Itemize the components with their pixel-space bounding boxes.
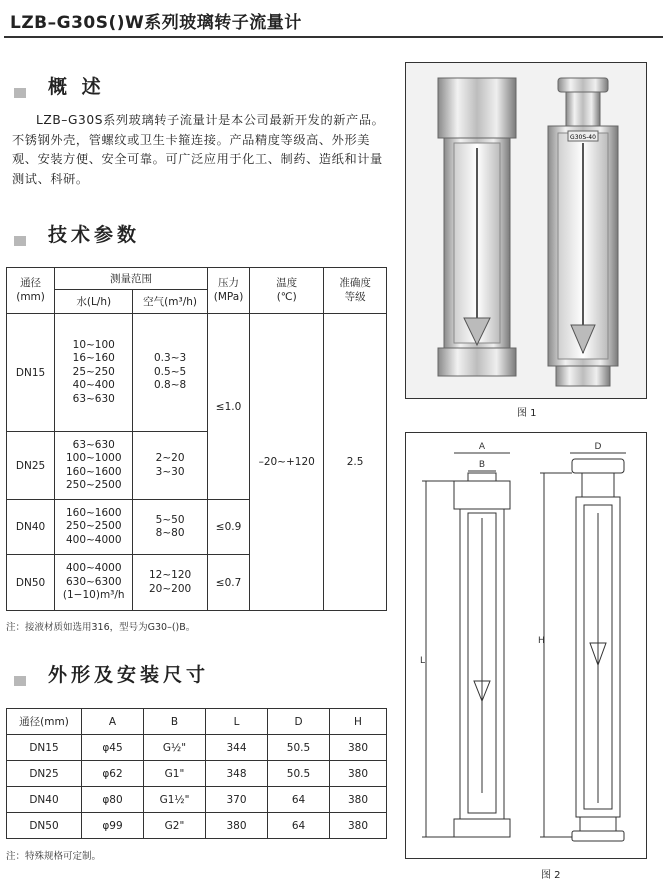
row-air: 5~50 8~80 [133, 500, 207, 555]
row-dn: DN15 [7, 314, 55, 432]
section-marker [14, 236, 26, 246]
header-air: 空气(m³/h) [133, 290, 207, 314]
dim-cell: 380 [330, 813, 387, 839]
row-dn: DN25 [7, 432, 55, 500]
label-a: A [478, 442, 486, 452]
label-b: B [478, 460, 486, 470]
dim-cell: DN15 [7, 735, 82, 761]
specs-table [6, 267, 387, 611]
dim-cell: DN50 [7, 813, 82, 839]
section-specs-title: 技术参数 [48, 224, 141, 246]
table-row [7, 314, 387, 432]
dim-cell: 50.5 [268, 735, 330, 761]
dim-header: H [330, 709, 387, 735]
header-diameter: 通径 (mm) [7, 268, 55, 314]
dim-header: 通径(mm) [7, 709, 82, 735]
dim-cell: 380 [330, 787, 387, 813]
row-water: 10~100 16~160 25~250 40~400 63~630 [55, 314, 133, 432]
dim-cell: φ99 [82, 813, 144, 839]
dim-header: L [206, 709, 268, 735]
dim-cell: DN25 [7, 761, 82, 787]
section-overview-title: 概 述 [48, 76, 105, 98]
section-dimensions-title: 外形及安装尺寸 [48, 664, 210, 686]
figure-2-caption: 图 2 [541, 870, 561, 881]
header-water: 水(L/h) [55, 290, 133, 314]
dim-header: A [82, 709, 144, 735]
dim-cell: 64 [268, 813, 330, 839]
dim-cell: 64 [268, 787, 330, 813]
table-row [7, 813, 387, 839]
row-water: 160~1600 250~2500 400~4000 [55, 500, 133, 555]
page-title: LZB–G30S()W系列玻璃转子流量计 [10, 13, 302, 33]
dim-cell: φ80 [82, 787, 144, 813]
figure-2-frame [405, 432, 647, 859]
dim-cell: G½" [144, 735, 206, 761]
dim-cell: G1" [144, 761, 206, 787]
label-l: L [420, 656, 426, 666]
row-air: 2~20 3~30 [133, 432, 207, 500]
dim-cell: 380 [330, 735, 387, 761]
table-row [7, 735, 387, 761]
figure-1-caption: 图 1 [517, 408, 537, 419]
dimensions-note: 注：特殊规格可定制。 [6, 851, 102, 862]
dim-cell: 380 [330, 761, 387, 787]
label-h: H [538, 636, 545, 646]
accuracy-value: 2.5 [324, 314, 387, 611]
dim-header: D [268, 709, 330, 735]
dim-cell: 50.5 [268, 761, 330, 787]
flowmeter-photo [406, 63, 646, 398]
table-row [7, 787, 387, 813]
dimension-drawing [406, 433, 646, 858]
header-accuracy: 准确度 等级 [324, 268, 387, 314]
dim-cell: 344 [206, 735, 268, 761]
row-water: 63~630 100~1000 160~1600 250~2500 [55, 432, 133, 500]
label-d: D [594, 442, 602, 452]
section-marker [14, 676, 26, 686]
dimensions-table [6, 708, 387, 839]
figure-1-frame [405, 62, 647, 399]
header-temperature: 温度 (℃) [250, 268, 324, 314]
header-pressure: 压力 (MPa) [207, 268, 249, 314]
dim-cell: φ45 [82, 735, 144, 761]
title-bar [4, 4, 663, 38]
pressure-value-3: ≤0.7 [207, 555, 249, 611]
pressure-value-2: ≤0.9 [207, 500, 249, 555]
row-air: 12~120 20~200 [133, 555, 207, 611]
table-row [7, 761, 387, 787]
specs-note: 注：接液材质如选用316，型号为G30–()B。 [6, 622, 196, 633]
row-air: 0.3~3 0.5~5 0.8~8 [133, 314, 207, 432]
dim-cell: 348 [206, 761, 268, 787]
dim-cell: 380 [206, 813, 268, 839]
overview-paragraph: LZB–G30S系列玻璃转子流量计是本公司最新开发的新产品。不锈钢外壳，管螺纹或卫生卡箍连接。产品精度等级高、外形美观、安装方便、安全可靠。可广泛应用于化工、制药、造纸和计量测试、科研。 [12, 113, 385, 186]
dim-cell: 370 [206, 787, 268, 813]
row-dn: DN50 [7, 555, 55, 611]
dim-cell: φ62 [82, 761, 144, 787]
meter-tag: G30S-40 [570, 134, 596, 141]
row-water: 400~4000 630~6300 (1−10)m³/h [55, 555, 133, 611]
pressure-value-1: ≤1.0 [207, 314, 249, 500]
temperature-value: –20~+120 [250, 314, 324, 611]
dim-cell: G2" [144, 813, 206, 839]
dim-header: B [144, 709, 206, 735]
dim-cell: G1½" [144, 787, 206, 813]
section-marker [14, 88, 26, 98]
dim-cell: DN40 [7, 787, 82, 813]
header-range: 测量范围 [55, 268, 208, 290]
row-dn: DN40 [7, 500, 55, 555]
